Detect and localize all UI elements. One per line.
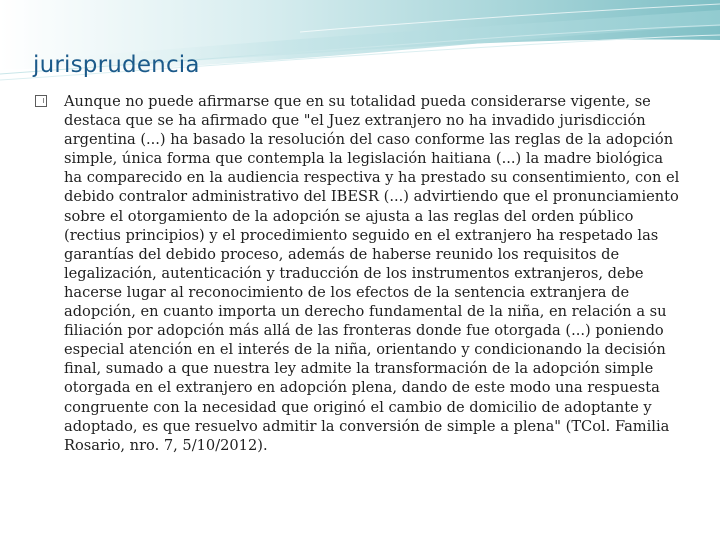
bullet-paragraph <box>32 92 682 455</box>
header-wave-decoration <box>0 0 720 95</box>
content-area <box>32 92 682 455</box>
bullet-text: Aunque no puede afirmarse que en su totalidad pueda considerarse vigente, se destaca que se ha afirmado que "el Juez extranjero no ha invadido jurisdicción argentina (...) ha basado la resolución del caso conforme las reglas de la adopción simple, única forma que contempla la legislación haitiana (...) la madre biológica ha comparecido en la audiencia respectiva y ha prestado su consentimiento, con el debido contralor administrativo del IBESR (...) advirtiendo que el pronunciamiento sobre el otorgamiento de la adopción se ajusta a las reglas del orden público (rectius principios) y el procedimiento seguido en el extranjero ha respetado las garantías del debido proceso, además de haberse reunido los requisitos de legalización, autenticación y traducción de los instrumentos extranjeros, debe hacerse lugar al reconocimiento de los efectos de la sentencia extranjera de adopción, en cuanto importa un derecho fundamental de la niña, en relación a su filiación por adopción más allá de las fronteras donde fue otorgada (...) poniendo especial atención en el interés de la niña, orientando y condicionando la decisión final, sumado a que nuestra ley admite la transformación de la adopción simple otorgada en el extranjero en adopción plena, dando de este modo una respuesta congruente con la necesidad que originó el cambio de domicilio de adoptante y adoptado, es que resuelvo admitir la conversión de simple a plena" (TCol. Familia Rosario, nro. 7, 5/10/2012). <box>64 93 680 454</box>
missing-glyph-box-icon <box>35 95 47 107</box>
slide-title: jurisprudencia <box>33 52 200 78</box>
